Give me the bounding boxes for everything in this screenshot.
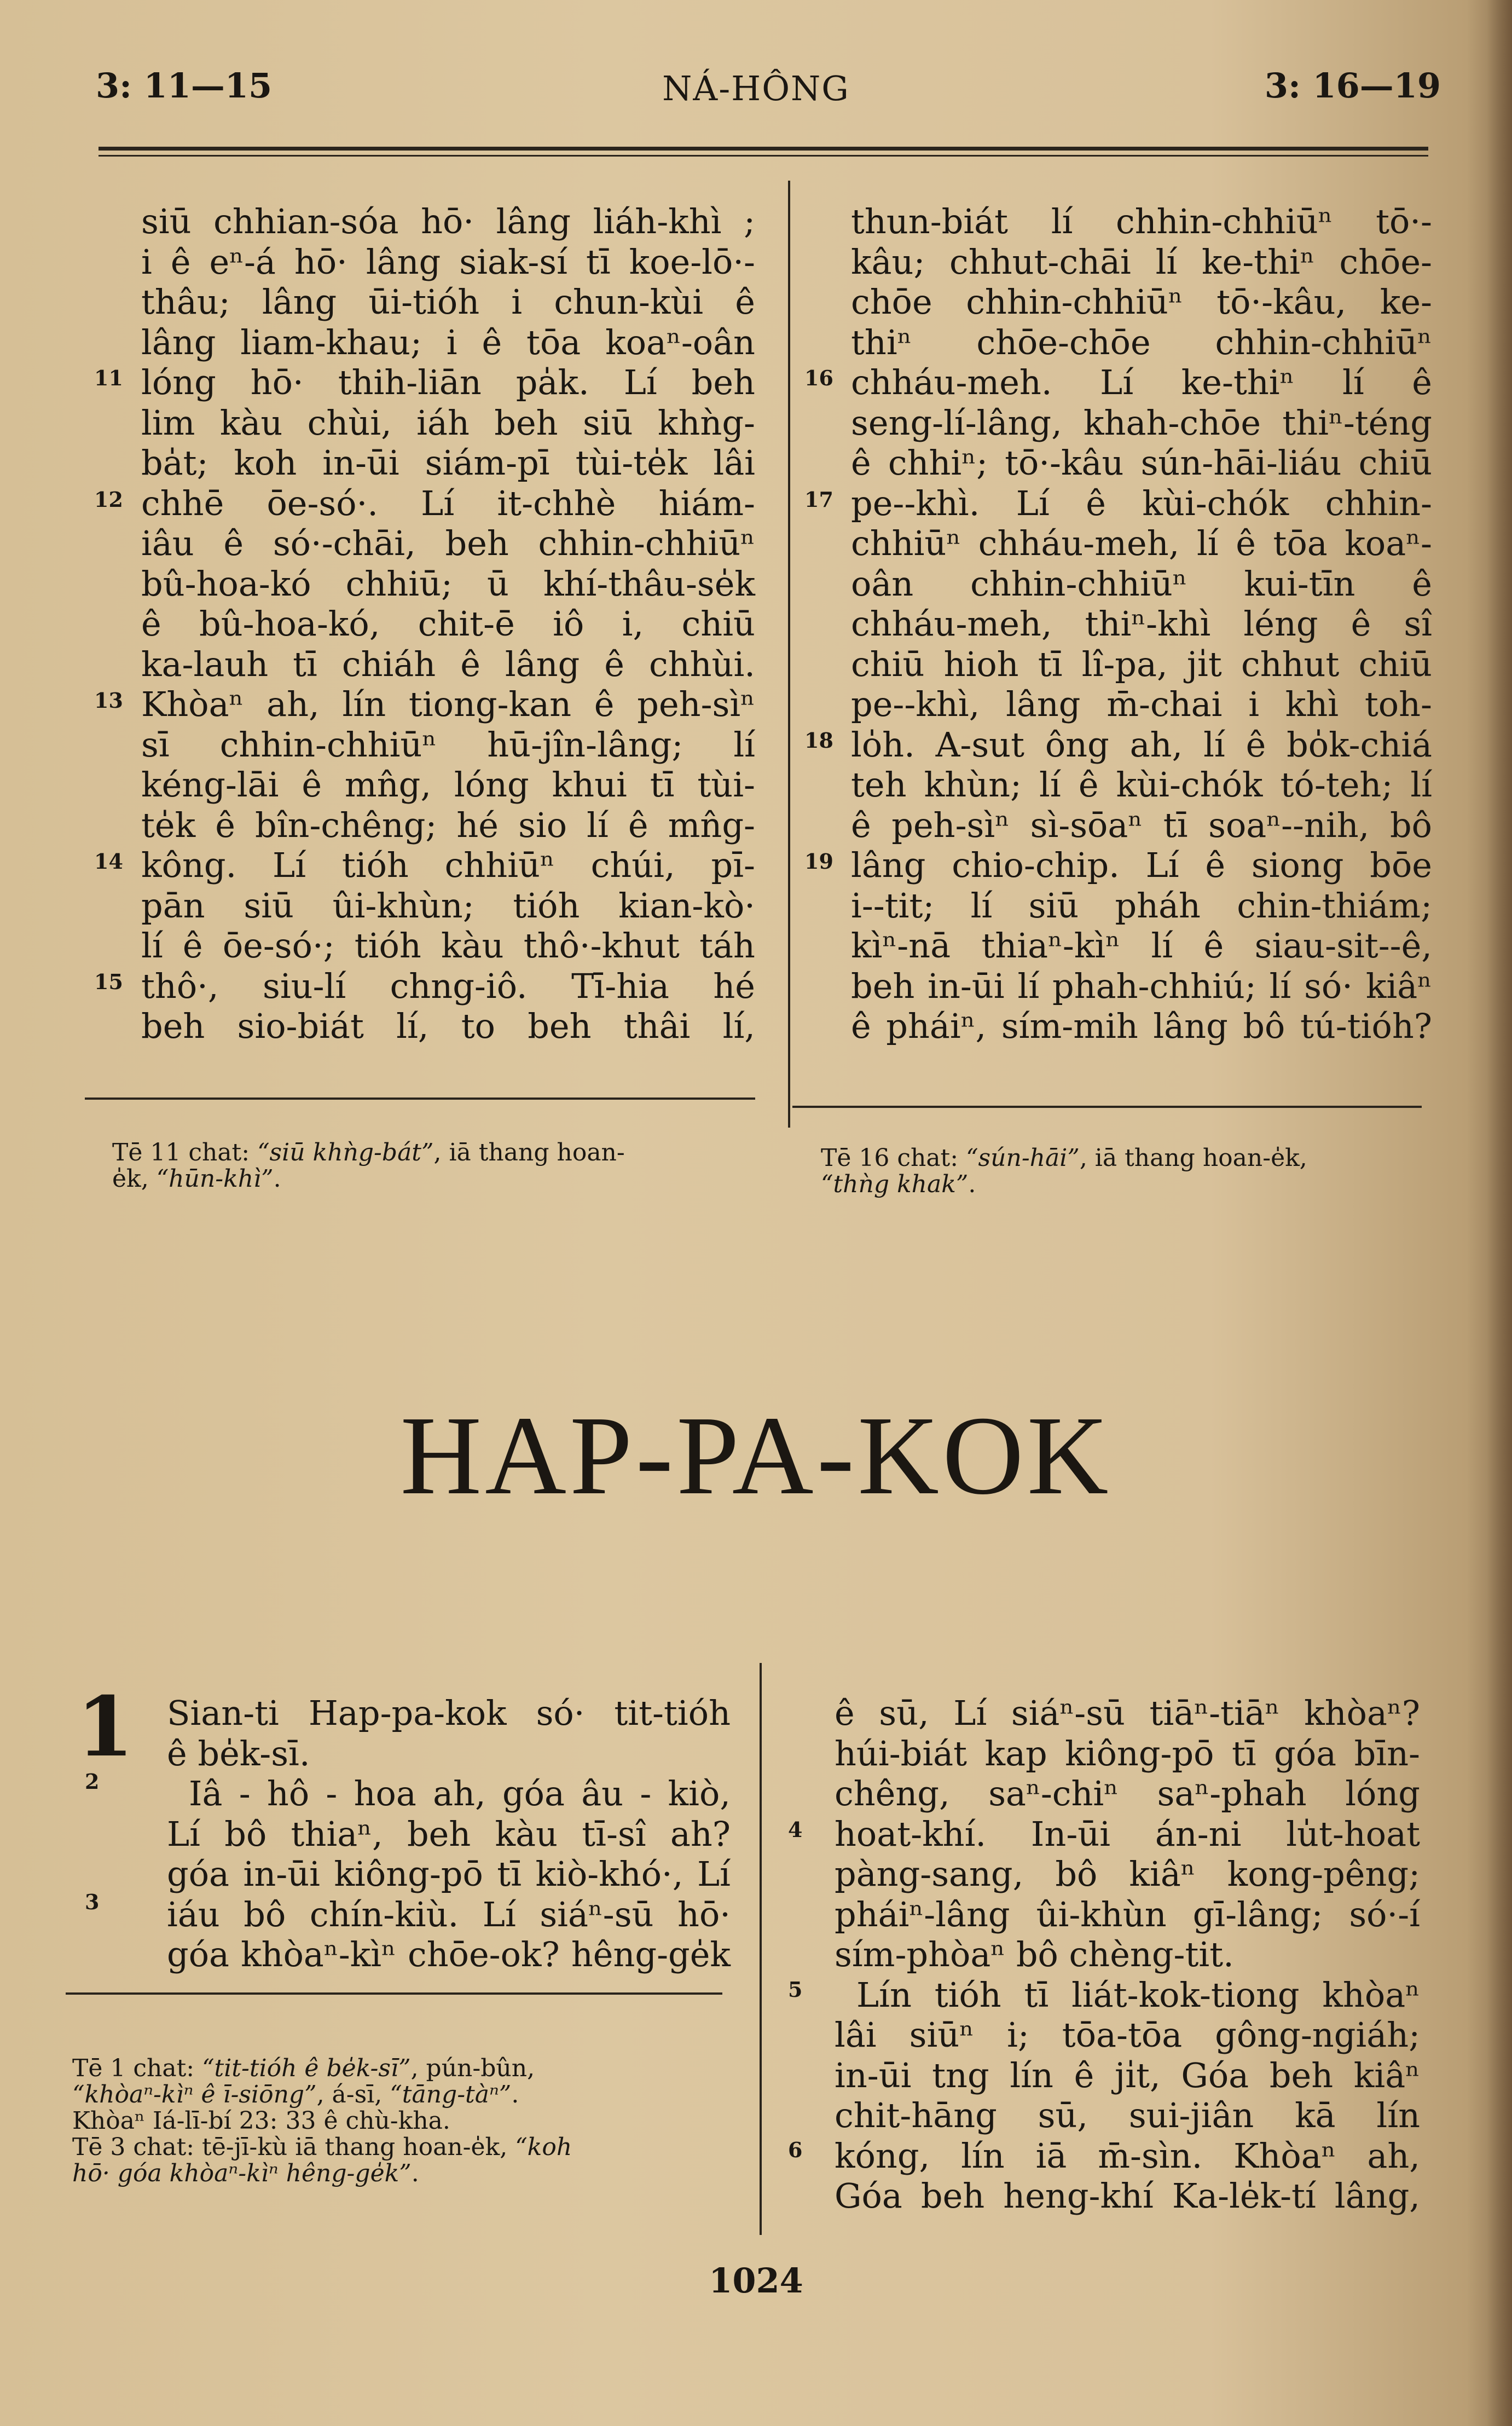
footnote-text: Tē 16 chat: (821, 1144, 966, 1172)
text-line: chōe chhin-chhiūⁿ tō·-kâu, ke- (851, 282, 1432, 322)
footnote-verse-11 (112, 1140, 761, 1192)
text-line: pān siū ûi-khùn; tióh kian-kò· (141, 885, 755, 926)
text-line: ba̍t; koh in-ūi siám-pī tùi-te̍k lâi (141, 443, 755, 483)
footnote-italic-text: “hūn-khì” (156, 1165, 274, 1193)
footnote-italic-text: “siū khǹg-bát” (257, 1139, 434, 1166)
text-line: chháu-meh, thiⁿ-khì léng ê sî (851, 604, 1432, 644)
text-line: thiⁿ chōe-chōe chhin-chhiūⁿ (851, 322, 1432, 362)
footnote-italic-text: “koh (515, 2133, 572, 2161)
footnote-text: Khòaⁿ Iá-lī-bí 23: 33 ê chù-kha. (72, 2107, 450, 2135)
text-line: góa in-ūi kiông-pō tī kiò-khó·, Lí (167, 1854, 731, 1894)
text-line: lóng hō· thih-liān pa̍k. Lí beh (141, 362, 755, 402)
text-line: lí ê ōe-só·; tióh kàu thô·-khut táh (141, 926, 755, 966)
text-line: kâu; chhut-chāi lí ke-thiⁿ chōe- (851, 241, 1432, 282)
text-line: thun-biát lí chhin-chhiūⁿ tō·- (851, 201, 1432, 241)
verse-number: 17 (804, 487, 833, 512)
footnote-text: , pún-bûn, (410, 2054, 535, 2082)
text-line: góa khòaⁿ-kìⁿ chōe-ok? hêng-ge̍k (167, 1934, 731, 1974)
footnote-verse-16 (821, 1145, 1434, 1198)
text-line: hoat-khí. In-ūi án-ni lu̍t-hoat (835, 1813, 1420, 1854)
footnote-text: Tē 3 chat: tē-jī-kù iā thang hoan-e̍k, (72, 2133, 515, 2161)
verse-number: 6 (788, 2138, 803, 2162)
bottom-right-column (835, 1693, 1420, 2216)
footnote-italic-text: hō· góa khòaⁿ-kìⁿ hêng-ge̍k” (72, 2159, 412, 2187)
text-line: pàng-sang, bô kiâⁿ kong-pêng; (835, 1854, 1420, 1894)
text-line: iâu ê só·-chāi, beh chhin-chhiūⁿ (141, 523, 755, 563)
verse-number: 18 (804, 728, 833, 753)
bottom-column-divider (760, 1663, 762, 2235)
text-line: ê be̍k-sī. (167, 1733, 310, 1774)
text-line: i ê eⁿ-á hō· lâng siak-sí tī koe-lō·- (141, 241, 755, 282)
text-line: pe--khì, lâng m̄-chai i khì toh- (851, 684, 1432, 724)
text-line: Lí bô thiaⁿ, beh kàu tī-sî ah? (167, 1813, 731, 1854)
text-line: ê peh-sìⁿ sì-sōaⁿ tī soaⁿ--nih, bô (851, 805, 1432, 845)
text-line: lo̍h. A-sut ông ah, lí ê bo̍k-chiá (851, 724, 1432, 765)
header-right-text: 3: 16—19 (1264, 66, 1441, 106)
text-line: teh khùn; lí ê kùi-chók tó-teh; lí (851, 765, 1432, 805)
text-line: beh in-ūi lí phah-chhiú; lí só· kiâⁿ (851, 966, 1432, 1006)
text-line: Góa beh heng-khí Ka-le̍k-tí lâng, (835, 2176, 1420, 2216)
text-line: lim kàu chùi, iáh beh siū khǹg- (141, 402, 755, 443)
header-right-reference (1265, 66, 1441, 106)
text-line: sím-phòaⁿ bô chèng-tit. (835, 1934, 1234, 1974)
text-line: Khòaⁿ ah, lín tiong-kan ê peh-sìⁿ (141, 684, 755, 724)
verse-number: 19 (804, 849, 833, 874)
text-line: chháu-meh. Lí ke-thiⁿ lí ê (851, 362, 1432, 402)
verse-number: 5 (788, 1977, 803, 2002)
header-rule-thick (99, 147, 1428, 151)
text-line: Lín tióh tī liát-kok-tiong khòaⁿ (856, 1974, 1420, 2015)
footnote-italic-text: “tāng-tàⁿ” (390, 2081, 512, 2109)
header-book-name: NÁ-HÔNG (662, 68, 850, 108)
footnote-text: . (968, 1170, 976, 1198)
text-line: pháiⁿ-lâng ûi-khùn gī-lâng; só·-í (835, 1894, 1420, 1934)
verse-number: 12 (94, 487, 123, 512)
bottom-left-footnote-rule (66, 1992, 722, 1995)
text-line: ê sū, Lí siáⁿ-sū tiāⁿ-tiāⁿ khòaⁿ? (835, 1693, 1420, 1733)
header-rule-thin (99, 155, 1428, 157)
footnote-text: e̍k, (112, 1165, 157, 1193)
chapter-number: 1 (77, 1679, 134, 1775)
top-right-footnote-rule (792, 1106, 1422, 1108)
top-left-footnote-rule (85, 1098, 755, 1100)
text-line: thô·, siu-lí chng-iô. Tī-hia hé (141, 966, 755, 1006)
text-line: ê pháiⁿ, sím-mih lâng bô tú-tióh? (851, 1006, 1432, 1046)
text-line: chhē ōe-só·. Lí it-chhè hiám- (141, 483, 755, 523)
verse-number: 14 (94, 849, 123, 874)
text-line: bû-hoa-kó chhiū; ū khí-thâu-se̍k (141, 563, 755, 604)
footnote-text: , iā thang hoan- (433, 1139, 625, 1166)
text-line: kéng-lāi ê mn̂g, lóng khui tī tùi- (141, 765, 755, 805)
text-line: lâi siūⁿ i; tōa-tōa gông-ngiáh; (835, 2015, 1420, 2055)
footnote-text: . (511, 2081, 519, 2109)
text-line: oân chhin-chhiūⁿ kui-tīn ê (851, 563, 1432, 604)
page-edge-shadow (1487, 0, 1512, 2426)
text-line: i--tit; lí siū pháh chin-thiám; (851, 885, 1432, 926)
bottom-left-column (167, 1693, 731, 1975)
footnote-italic-text: “sún-hāi” (966, 1144, 1080, 1172)
text-line: Iâ - hô - hoa ah, góa âu - kiò, (189, 1774, 731, 1813)
text-line: siū chhian-sóa hō· lâng liáh-khì ; (141, 201, 755, 241)
text-line: in-ūi tng lín ê ji̍t, Góa beh kiâⁿ (835, 2055, 1420, 2095)
text-line: Sian-ti Hap-pa-kok só· tit-tióh (167, 1693, 731, 1733)
footnote-text: Tē 11 chat: (112, 1139, 258, 1166)
footnote-text: , á-sī, (316, 2081, 390, 2109)
text-line: te̍k ê bîn-chêng; hé sio lí ê mn̂g- (141, 805, 755, 845)
top-left-column (141, 201, 755, 1047)
text-line: chêng, saⁿ-chiⁿ saⁿ-phah lóng (835, 1774, 1420, 1813)
verse-number: 3 (85, 1890, 100, 1914)
footnote-text: , iā thang hoan-e̍k, (1079, 1144, 1307, 1172)
verse-number: 11 (94, 366, 123, 390)
page-number: 1024 (709, 2261, 803, 2301)
footnote-italic-text: “khòaⁿ-kìⁿ ê ī-siōng” (72, 2081, 317, 2109)
text-line: ka-lauh tī chiáh ê lâng ê chhùi. (141, 644, 755, 684)
text-line: pe--khì. Lí ê kùi-chók chhin- (851, 483, 1432, 523)
verse-number: 15 (94, 969, 123, 994)
text-line: ê chhiⁿ; tō·-kâu sún-hāi-liáu chiū (851, 443, 1432, 483)
top-column-divider (788, 181, 790, 1128)
footnote-text: Tē 1 chat: (72, 2054, 202, 2082)
text-line: ê bû-hoa-kó, chit-ē iô i, chiū (141, 604, 755, 644)
text-line: kóng, lín iā m̄-sìn. Khòaⁿ ah, (835, 2135, 1420, 2176)
text-line: seng-lí-lâng, khah-chōe thiⁿ-téng (851, 402, 1432, 443)
text-line: kìⁿ-nā thiaⁿ-kìⁿ lí ê siau-sit--ê, (851, 926, 1432, 966)
text-line: lâng liam-khau; i ê tōa koaⁿ-oân (141, 322, 755, 362)
top-right-column (851, 201, 1432, 1047)
verse-number: 13 (94, 688, 123, 713)
verse-number: 2 (85, 1769, 100, 1794)
text-line: chiū hioh tī lî-pa, ji̍t chhut chiū (851, 644, 1432, 684)
footnote-italic-text: “tit-tióh ê be̍k-sī” (202, 2054, 411, 2082)
text-line: beh sio-biát lí, to beh thâi lí, (141, 1006, 755, 1046)
footnote-text: . (273, 1165, 281, 1193)
text-line: iáu bô chín-kiù. Lí siáⁿ-sū hō· (167, 1894, 731, 1934)
text-line: húi-biát kap kiông-pō tī góa bīn- (835, 1733, 1420, 1774)
text-line: kông. Lí tióh chhiūⁿ chúi, pī- (141, 845, 755, 885)
verse-number: 4 (788, 1817, 803, 1842)
text-line: chhiūⁿ chháu-meh, lí ê tōa koaⁿ- (851, 523, 1432, 563)
footnote-text: . (411, 2159, 419, 2187)
book-title: HAP-PA-KOK (400, 1393, 1112, 1518)
verse-number: 16 (804, 366, 833, 390)
footnote-italic-text: “thǹg khak” (821, 1170, 969, 1198)
text-line: chit-hāng sū, sui-jiân kā lín (835, 2095, 1420, 2135)
header-left-text: 3: 11—15 (96, 66, 273, 106)
footnote-chapter-1-verse-1 (72, 2055, 745, 2187)
text-line: lâng chio-chip. Lí ê siong bōe (851, 845, 1432, 885)
text-line: thâu; lâng ūi-tióh i chun-kùi ê (141, 282, 755, 322)
text-line: sī chhin-chhiūⁿ hū-jîn-lâng; lí (141, 724, 755, 765)
